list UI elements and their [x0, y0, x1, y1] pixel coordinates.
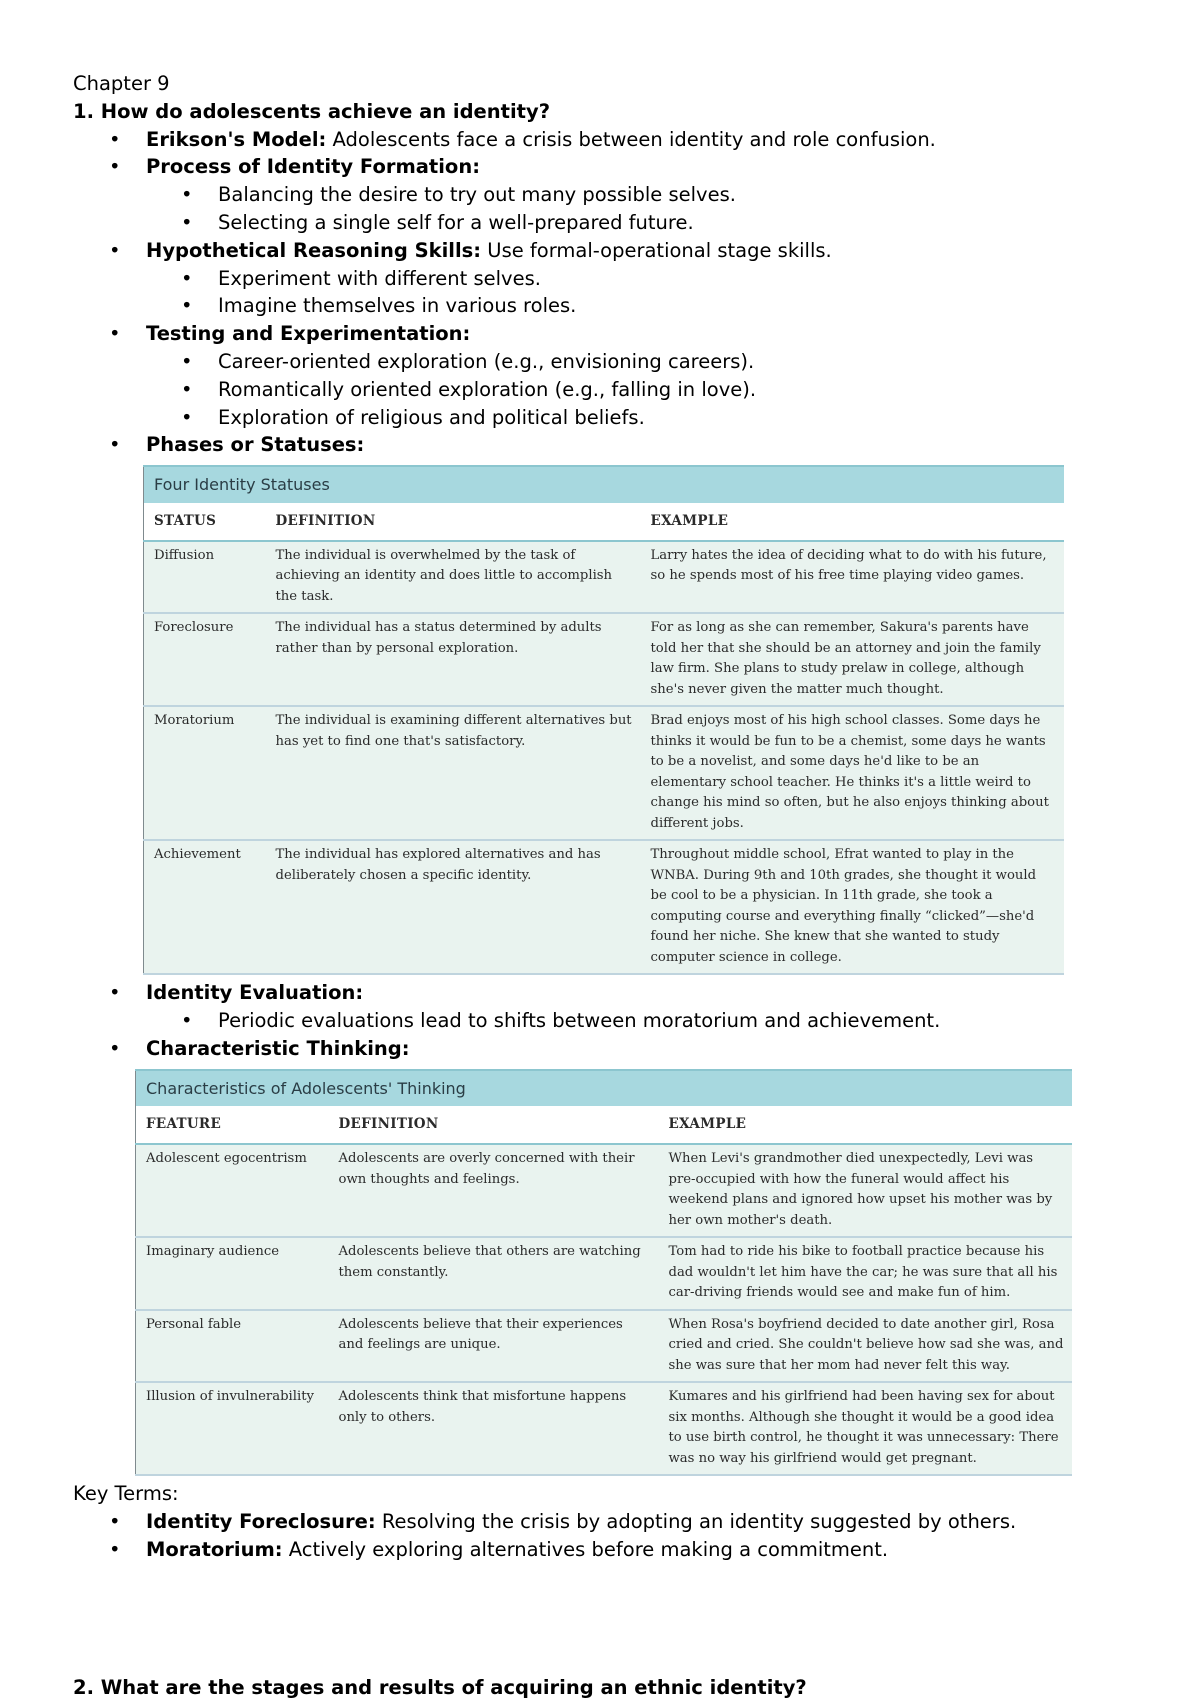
table-cell: When Rosa's boyfriend decided to date another girl, Rosa cried and cried. She couldn't believe how sad she was, and she was sure that her mom had never felt this way.	[659, 1310, 1073, 1383]
table-row	[136, 1144, 1073, 1237]
table-cell: Tom had to ride his bike to football practice because his dad wouldn't let him have the car; he was sure that all his car-driving friends would see and make fun of him.	[659, 1237, 1073, 1310]
identity-statuses-table	[143, 465, 1064, 975]
table-cell: The individual is overwhelmed by the task of achieving an identity and does little to accomplish the task.	[266, 541, 641, 614]
list-item: • Periodic evaluations lead to shifts between moratorium and achievement.	[73, 1007, 1093, 1035]
chapter-heading: Chapter 9	[73, 72, 170, 95]
list-item-phases: • Phases or Statuses:	[73, 431, 1093, 459]
table-cell: Adolescents are overly concerned with their own thoughts and feelings.	[329, 1144, 659, 1237]
table-row	[144, 541, 1065, 614]
adolescent-thinking-table	[135, 1069, 1072, 1477]
list-item: • Career-oriented exploration (e.g., envisioning careers).	[73, 348, 1093, 376]
table-cell: Moratorium	[144, 706, 266, 840]
hypothetical-list	[73, 237, 1093, 265]
column-header: DEFINITION	[329, 1106, 659, 1144]
table-cell: Foreclosure	[144, 613, 266, 706]
phases-list	[73, 431, 1093, 459]
table-cell: Imaginary audience	[136, 1237, 329, 1310]
table-cell: The individual has explored alternatives and has deliberately chosen a specific identity.	[266, 840, 641, 974]
table-cell: Illusion of invulnerability	[136, 1382, 329, 1475]
list-item-hypothetical: • Hypothetical Reasoning Skills: Use formal-operational stage skills.	[73, 237, 1093, 265]
document-body	[73, 70, 1093, 1701]
testing-list	[73, 320, 1093, 348]
column-header: DEFINITION	[266, 503, 641, 541]
table-cell: Adolescents believe that their experiences and feelings are unique.	[329, 1310, 659, 1383]
table-cell: Diffusion	[144, 541, 266, 614]
blank-space	[73, 1564, 1093, 1674]
evaluation-sublist	[73, 1007, 1093, 1035]
table-caption: Characteristics of Adolescents' Thinking	[136, 1070, 1073, 1107]
table-cell: Kumares and his girlfriend had been having sex for about six months. Although she thought it would be a good idea to use birth control, he thought it was unnecessary: There was no way his girlfriend would get pregnant.	[659, 1382, 1073, 1475]
table-cell: Adolescent egocentrism	[136, 1144, 329, 1237]
table-row	[144, 840, 1065, 974]
column-header: STATUS	[144, 503, 266, 541]
list-item-evaluation: • Identity Evaluation:	[73, 979, 1093, 1007]
list-item: • Imagine themselves in various roles.	[73, 292, 1093, 320]
list-item-process: • Process of Identity Formation:	[73, 153, 1093, 181]
column-header: EXAMPLE	[659, 1106, 1073, 1144]
question-2-heading: 2. What are the stages and results of acquiring an ethnic identity?	[73, 1675, 807, 1699]
question-1-heading: 1. How do adolescents achieve an identity?	[73, 99, 551, 123]
list-item: • Romantically oriented exploration (e.g., falling in love).	[73, 376, 1093, 404]
list-item: • Experiment with different selves.	[73, 265, 1093, 293]
characteristic-list	[73, 1035, 1093, 1063]
table-row	[136, 1382, 1073, 1475]
evaluation-list	[73, 979, 1093, 1007]
column-header: EXAMPLE	[641, 503, 1065, 541]
list-item-erikson: • Erikson's Model: Adolescents face a crisis between identity and role confusion.	[73, 126, 1093, 154]
list-item: • Selecting a single self for a well-prepared future.	[73, 209, 1093, 237]
table-row	[136, 1310, 1073, 1383]
table-cell: The individual is examining different alternatives but has yet to find one that's satisfactory.	[266, 706, 641, 840]
table-caption: Four Identity Statuses	[144, 466, 1065, 503]
key-terms-label: Key Terms:	[73, 1482, 179, 1506]
list-item-key-term: • Moratorium: Actively exploring alternatives before making a commitment.	[73, 1536, 1093, 1564]
key-terms-list	[73, 1508, 1093, 1564]
list-item-key-term: • Identity Foreclosure: Resolving the crisis by adopting an identity suggested by others.	[73, 1508, 1093, 1536]
column-header: FEATURE	[136, 1106, 329, 1144]
question-1-list	[73, 126, 1093, 182]
table-cell: Adolescents think that misfortune happens only to others.	[329, 1382, 659, 1475]
list-item-characteristic: • Characteristic Thinking:	[73, 1035, 1093, 1063]
table-row	[144, 613, 1065, 706]
list-item: • Balancing the desire to try out many possible selves.	[73, 181, 1093, 209]
table-cell: Achievement	[144, 840, 266, 974]
list-item: • Exploration of religious and political beliefs.	[73, 404, 1093, 432]
hypothetical-sublist	[73, 265, 1093, 321]
table-cell: Brad enjoys most of his high school classes. Some days he thinks it would be fun to be a chemist, some days he wants to be a novelist, and some days he'd like to be an elementary school teacher. He thinks it's a little weird to change his mind so often, but he also enjoys thinking about different jobs.	[641, 706, 1065, 840]
testing-sublist	[73, 348, 1093, 431]
process-sublist	[73, 181, 1093, 237]
table-cell: Throughout middle school, Efrat wanted to play in the WNBA. During 9th and 10th grades, she thought it would be cool to be a physician. In 11th grade, she took a computing course and everything finally “clicked”—she'd found her niche. She knew that she wanted to study computer science in college.	[641, 840, 1065, 974]
table-cell: When Levi's grandmother died unexpectedly, Levi was pre-occupied with how the funeral would affect his weekend plans and ignored how upset his mother was by her own mother's death.	[659, 1144, 1073, 1237]
list-item-testing: • Testing and Experimentation:	[73, 320, 1093, 348]
table-cell: The individual has a status determined by adults rather than by personal exploration.	[266, 613, 641, 706]
table-cell: Personal fable	[136, 1310, 329, 1383]
table-cell: For as long as she can remember, Sakura's parents have told her that she should be an attorney and join the family law firm. She plans to study prelaw in college, although she's never given the matter much thought.	[641, 613, 1065, 706]
table-row	[144, 706, 1065, 840]
table-row	[136, 1237, 1073, 1310]
table-cell: Larry hates the idea of deciding what to do with his future, so he spends most of his free time playing video games.	[641, 541, 1065, 614]
table-cell: Adolescents believe that others are watching them constantly.	[329, 1237, 659, 1310]
